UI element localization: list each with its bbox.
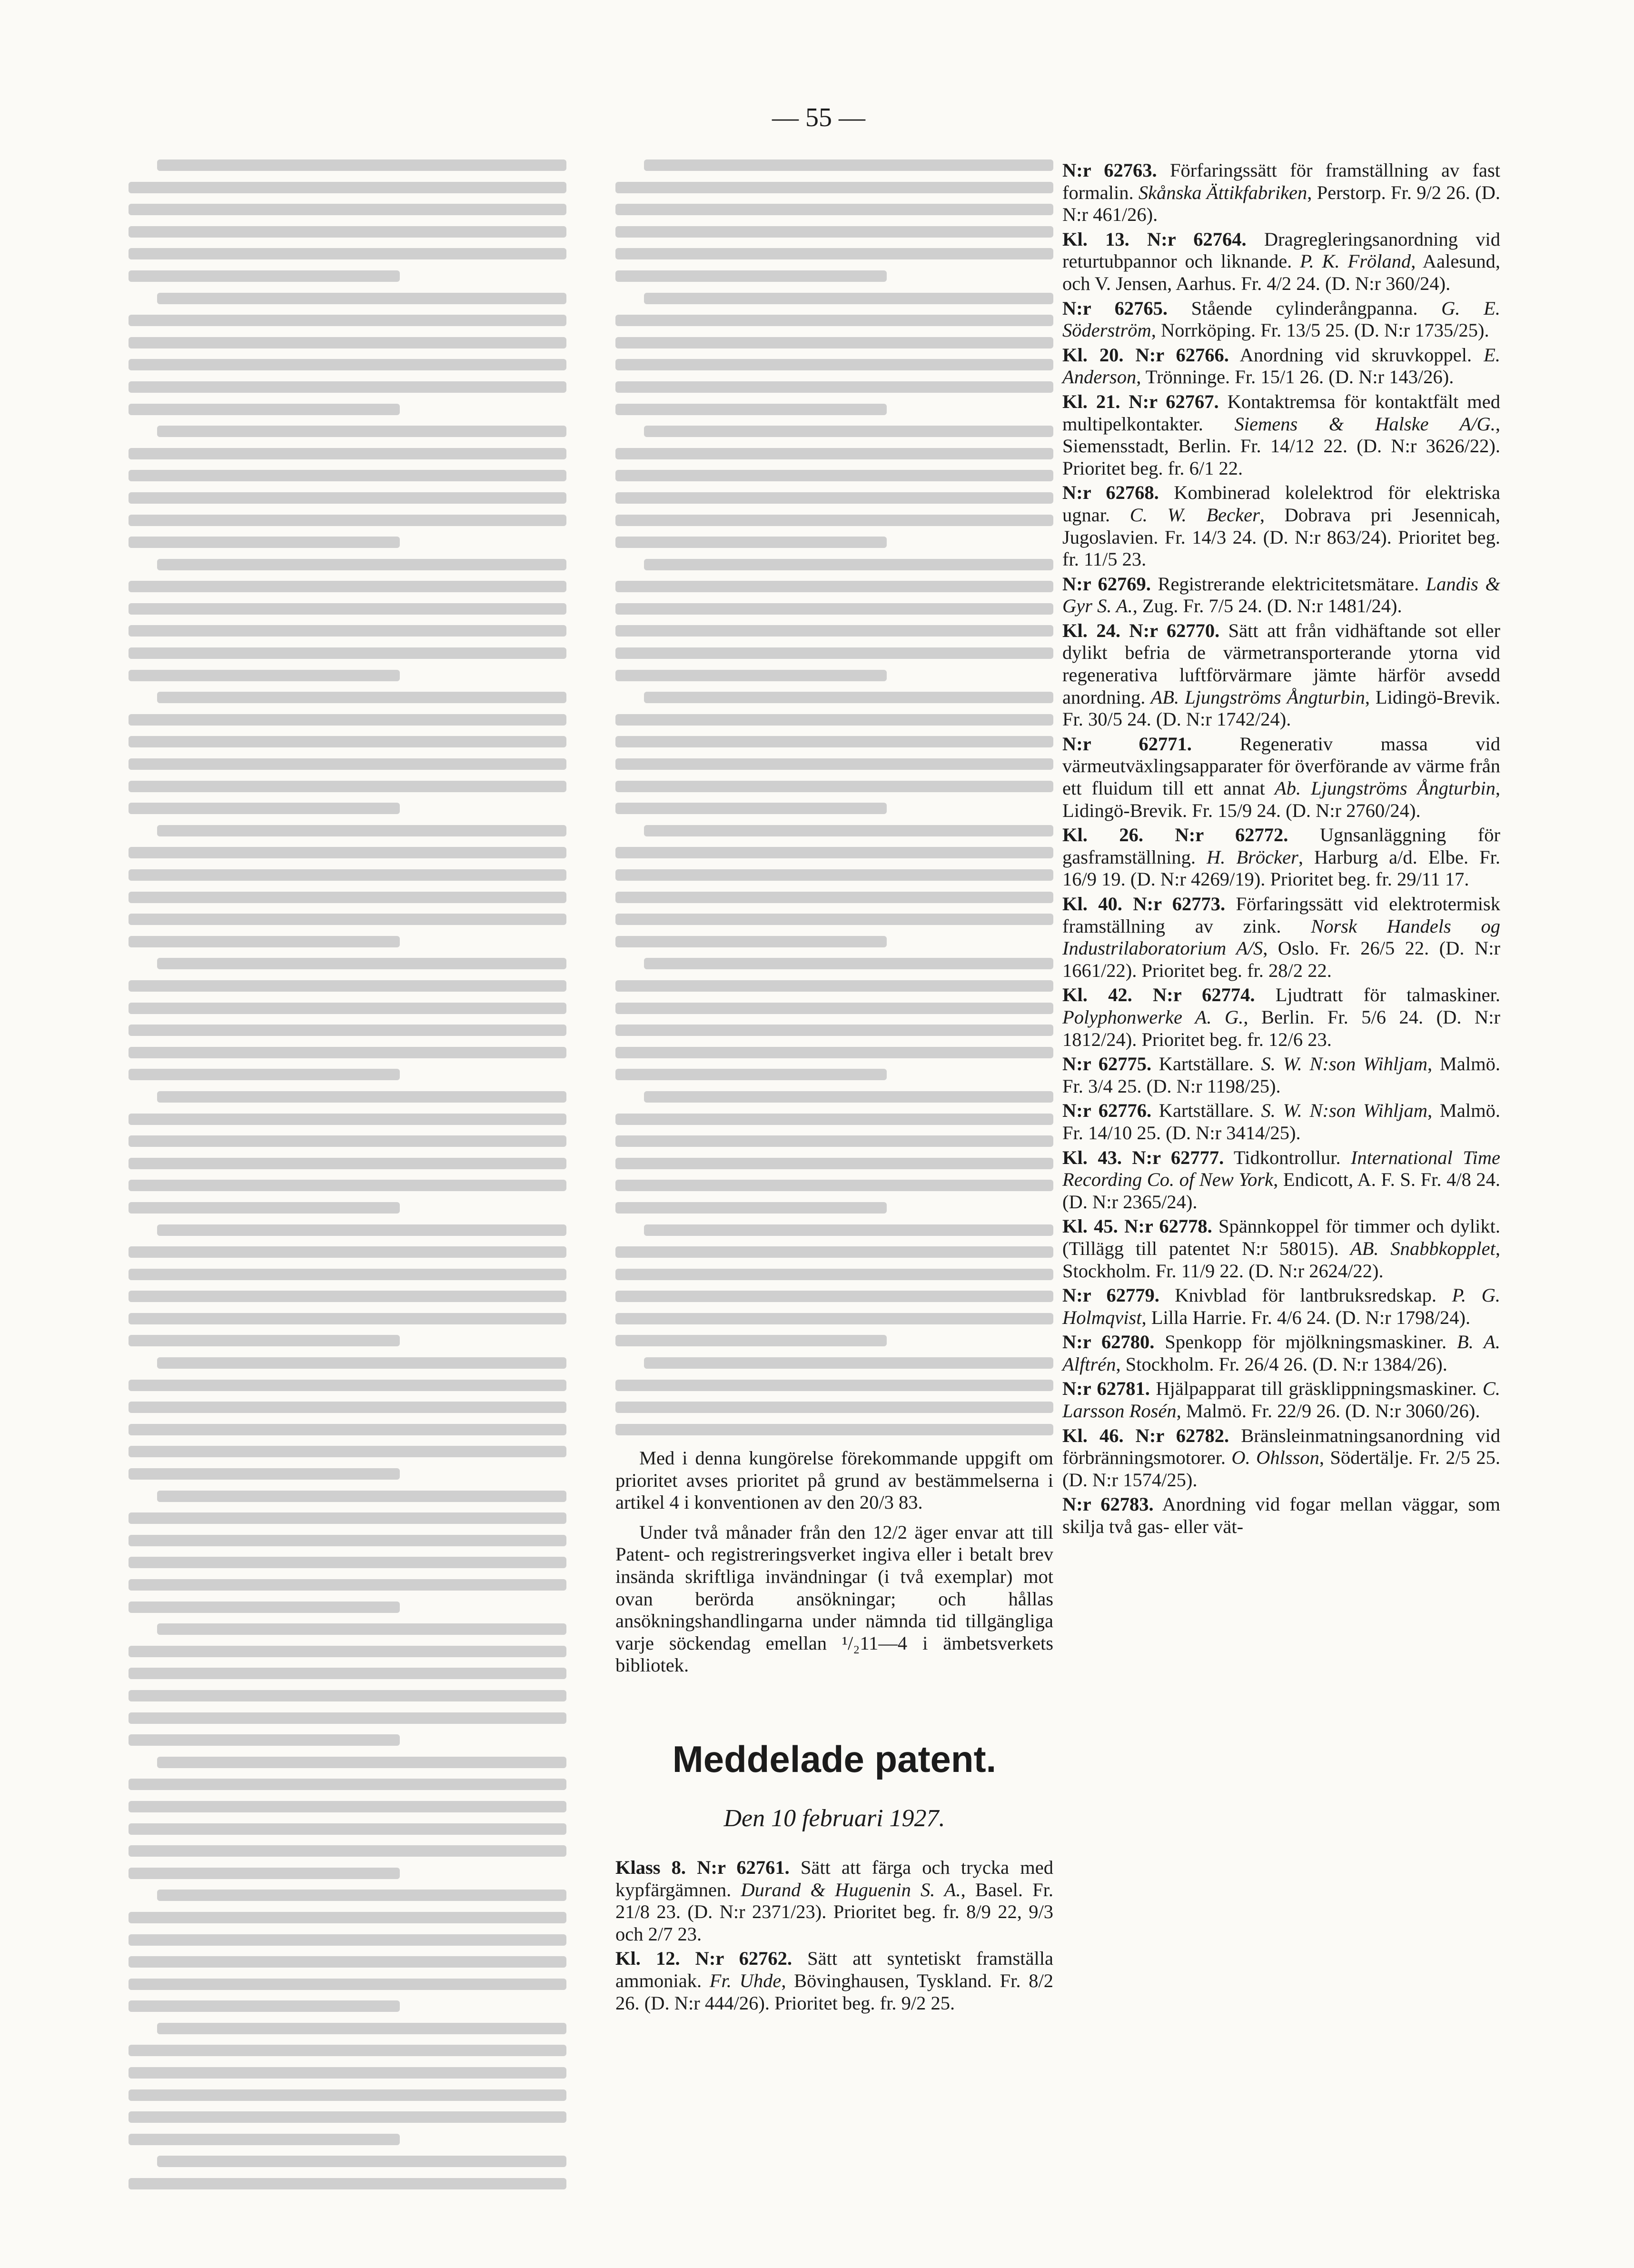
illegible-text-line bbox=[129, 1158, 566, 1169]
patent-head: Kl. 43. N:r 62777. bbox=[1062, 1146, 1224, 1168]
illegible-text-line bbox=[615, 1269, 1053, 1280]
patent-owner: Landis & Gyr S. A. bbox=[1062, 573, 1500, 617]
patent-text: Sätt att syntetiskt framställa ammoniak. bbox=[615, 1948, 1053, 1991]
illegible-text-line bbox=[129, 1202, 400, 1214]
illegible-text-line bbox=[157, 1757, 566, 1768]
patent-rest: , Perstorp. Fr. 9/2 26. (D. N:r 461/26). bbox=[1062, 181, 1500, 226]
illegible-text-line bbox=[129, 1646, 566, 1657]
illegible-text-line bbox=[129, 270, 400, 282]
illegible-text-line bbox=[129, 1380, 566, 1391]
illegible-text-line bbox=[129, 537, 400, 548]
illegible-text-line bbox=[129, 936, 400, 947]
patent-entry bbox=[1062, 229, 1500, 295]
patent-head: Kl. 21. N:r 62767. bbox=[1062, 390, 1219, 412]
patent-head: Kl. 42. N:r 62774. bbox=[1062, 984, 1255, 1006]
patent-text: Dragregleringsanordning vid returtubpannor och liknande. bbox=[1062, 228, 1500, 272]
patent-entry bbox=[1062, 482, 1500, 570]
patent-rest: , Södertälje. Fr. 2/5 25. (D. N:r 1574/25). bbox=[1062, 1447, 1500, 1491]
patent-entry bbox=[1062, 391, 1500, 479]
illegible-text-line bbox=[129, 1135, 566, 1147]
illegible-text-line bbox=[644, 692, 1053, 703]
patent-text: Regenerativ massa vid värmeutväxlingsapparater för överförande av värme från ett fluidum till ett annat bbox=[1062, 733, 1500, 799]
illegible-text-line bbox=[615, 1114, 1053, 1125]
illegible-text-line bbox=[157, 159, 566, 171]
illegible-text-line bbox=[615, 714, 1053, 726]
illegible-text-line bbox=[129, 1313, 566, 1324]
illegible-text-line bbox=[129, 204, 566, 215]
illegible-text-line bbox=[157, 692, 566, 703]
illegible-text-line bbox=[129, 2178, 566, 2189]
patent-rest: , Basel. Fr. 21/8 23. (D. N:r 2371/23). Prioritet beg. fr. 8/9 22, 9/3 och 2/7 23. bbox=[615, 1879, 1053, 1945]
illegible-text-line bbox=[129, 1246, 566, 1258]
patent-owner: Fr. Uhde bbox=[702, 1970, 782, 1991]
patent-owner: International Time Recording Co. of New York bbox=[1062, 1146, 1500, 1191]
patent-entry bbox=[1062, 159, 1500, 226]
illegible-text-line bbox=[615, 315, 1053, 326]
patent-text: Spenkopp för mjölkningsmaskiner. bbox=[1154, 1331, 1447, 1353]
illegible-text-line bbox=[129, 1979, 566, 1990]
column-3-patent-list bbox=[1062, 159, 1500, 1541]
patent-head: N:r 62771. bbox=[1062, 733, 1192, 755]
illegible-text-line bbox=[644, 159, 1053, 171]
illegible-text-line bbox=[615, 182, 1053, 193]
illegible-text-line bbox=[129, 1535, 566, 1546]
patent-text: Anordning vid skruvkoppel. bbox=[1228, 344, 1472, 366]
illegible-text-line bbox=[129, 1047, 566, 1058]
illegible-text-line bbox=[615, 1246, 1053, 1258]
illegible-text-line bbox=[129, 2134, 400, 2145]
illegible-text-line bbox=[129, 1069, 400, 1080]
patent-rest: , Aalesund, och V. Jensen, Aarhus. Fr. 4/2 24. (D. N:r 360/24). bbox=[1062, 250, 1500, 294]
illegible-text-line bbox=[615, 1069, 887, 1080]
patent-rest: , Endicott, A. F. S. Fr. 4/8 24. (D. N:r 2365/24). bbox=[1062, 1169, 1501, 1213]
patent-entry bbox=[1062, 824, 1500, 891]
illegible-text-line bbox=[129, 1512, 566, 1524]
patent-head: Kl. 40. N:r 62773. bbox=[1062, 893, 1226, 915]
patent-head: Kl. 24. N:r 62770. bbox=[1062, 619, 1220, 641]
patent-entry bbox=[1062, 1425, 1500, 1492]
patent-entry bbox=[1062, 1331, 1500, 1375]
illegible-text-line bbox=[615, 1291, 1053, 1302]
illegible-text-line bbox=[129, 1734, 400, 1746]
patent-entry bbox=[1062, 1215, 1500, 1282]
patent-head: N:r 62765. bbox=[1062, 297, 1168, 319]
column-1-fine-print bbox=[129, 159, 566, 2200]
illegible-text-line bbox=[129, 1114, 566, 1125]
illegible-text-line bbox=[129, 1424, 566, 1435]
illegible-text-line bbox=[615, 337, 1053, 348]
illegible-text-line bbox=[615, 204, 1053, 215]
illegible-text-line bbox=[644, 958, 1053, 969]
column-2-fine-print bbox=[615, 159, 1053, 1446]
illegible-text-line bbox=[129, 781, 566, 792]
illegible-text-line bbox=[129, 892, 566, 903]
section-heading: Meddelade patent. bbox=[672, 1738, 997, 1780]
patent-text: Hjälpapparat till gräsklippningsmaskiner. bbox=[1149, 1378, 1477, 1400]
illegible-text-line bbox=[615, 248, 1053, 259]
patent-head: N:r 62768. bbox=[1062, 482, 1159, 504]
illegible-text-line bbox=[615, 869, 1053, 881]
patent-rest: , Stockholm. Fr. 11/9 22. (D. N:r 2624/22). bbox=[1062, 1237, 1501, 1282]
illegible-text-line bbox=[157, 2023, 566, 2034]
patent-text: Förfaringssätt vid elektrotermisk framställning av zink. bbox=[1062, 893, 1500, 937]
patent-head: Klass 8. N:r 62761. bbox=[615, 1857, 790, 1878]
illegible-text-line bbox=[129, 226, 566, 238]
illegible-text-line bbox=[129, 1180, 566, 1191]
patent-head: Kl. 45. N:r 62778. bbox=[1062, 1215, 1212, 1237]
illegible-text-line bbox=[129, 2089, 566, 2101]
patent-head: N:r 62769. bbox=[1062, 573, 1151, 595]
illegible-text-line bbox=[615, 1003, 1053, 1014]
patent-rest: , Berlin. Fr. 5/6 24. (D. N:r 1812/24). Prioritet beg. fr. 12/6 23. bbox=[1062, 1006, 1500, 1050]
patent-owner: E. Anderson bbox=[1062, 344, 1501, 388]
illegible-text-line bbox=[129, 1668, 566, 1679]
illegible-text-line bbox=[129, 869, 566, 881]
page-number: — 55 — bbox=[772, 103, 865, 132]
patent-text: Kombinerad kolelektrod för elektriska ugnar. bbox=[1062, 482, 1500, 526]
patent-entry bbox=[1062, 298, 1500, 342]
illegible-text-line bbox=[129, 381, 566, 393]
patent-text: Stående cylinderångpanna. bbox=[1168, 297, 1418, 319]
illegible-text-line bbox=[615, 1335, 887, 1346]
illegible-text-line bbox=[129, 492, 566, 504]
patent-rest: , Siemensstadt, Berlin. Fr. 14/12 22. (D. N:r 3626/22). Prioritet beg. fr. 6/1 22. bbox=[1062, 413, 1500, 479]
patent-owner: P. K. Fröland bbox=[1292, 250, 1411, 272]
illegible-text-line bbox=[644, 1224, 1053, 1236]
illegible-text-line bbox=[129, 182, 566, 193]
patent-head: Kl. 46. N:r 62782. bbox=[1062, 1424, 1229, 1446]
illegible-text-line bbox=[129, 1269, 566, 1280]
patent-owner: S. W. N:son Wihljam bbox=[1253, 1053, 1428, 1075]
illegible-text-line bbox=[644, 293, 1053, 304]
illegible-text-line bbox=[129, 625, 566, 637]
patent-owner: S. W. N:son Wihljam bbox=[1253, 1100, 1428, 1122]
illegible-text-line bbox=[157, 1890, 566, 1901]
illegible-text-line bbox=[157, 1623, 566, 1635]
patent-head: N:r 62783. bbox=[1062, 1493, 1154, 1515]
illegible-text-line bbox=[129, 1291, 566, 1302]
illegible-text-line bbox=[129, 1335, 400, 1346]
patent-owner: AB. Ljungströms Ångturbin bbox=[1145, 686, 1365, 708]
patent-rest: , Malmö. Fr. 14/10 25. (D. N:r 3414/25). bbox=[1062, 1100, 1500, 1144]
illegible-text-line bbox=[129, 1712, 566, 1724]
patent-owner: Siemens & Halske A/G. bbox=[1203, 413, 1495, 435]
notice-paragraph-2: Under två månader från den 12/2 äger envar att till Patent- och registreringsverket ingiva eller i betalt brev insända skriftliga invändningar (i två exemplar) mot ovan berörda ansökningar; och hållas ansökningshandlingarna under nämnda tid tillgängliga varje söckendag emellan ¹/₂11—4 i ämbetsverkets bibliotek. bbox=[615, 1521, 1053, 1676]
illegible-text-line bbox=[129, 1779, 566, 1790]
illegible-text-line bbox=[615, 448, 1053, 459]
patent-owner: O. Ohlsson bbox=[1226, 1447, 1319, 1469]
patent-owner: Norsk Handels og Industrilaboratorium A/S bbox=[1062, 915, 1500, 959]
illegible-text-line bbox=[644, 1357, 1053, 1369]
illegible-text-line bbox=[129, 1956, 566, 1968]
patent-entry bbox=[615, 1948, 1053, 2014]
illegible-text-line bbox=[615, 603, 1053, 615]
patent-owner: H. Bröcker bbox=[1196, 846, 1298, 868]
patent-rest: , Malmö. Fr. 3/4 25. (D. N:r 1198/25). bbox=[1062, 1053, 1500, 1097]
patent-entry bbox=[1062, 1378, 1500, 1422]
illegible-text-line bbox=[129, 670, 400, 681]
patent-head: N:r 62763. bbox=[1062, 159, 1157, 181]
patent-text: Ljudtratt för talmaskiner. bbox=[1255, 984, 1500, 1006]
illegible-text-line bbox=[157, 2156, 566, 2167]
illegible-text-line bbox=[644, 825, 1053, 836]
patent-entry bbox=[615, 1857, 1053, 1945]
illegible-text-line bbox=[615, 470, 1053, 481]
illegible-text-line bbox=[157, 426, 566, 437]
patent-entry bbox=[1062, 1053, 1500, 1097]
illegible-text-line bbox=[615, 581, 1053, 592]
illegible-text-line bbox=[129, 515, 566, 526]
illegible-text-line bbox=[615, 515, 1053, 526]
illegible-text-line bbox=[129, 581, 566, 592]
illegible-text-line bbox=[129, 914, 566, 925]
patent-text: Förfaringssätt för framställning av fast formalin. bbox=[1062, 159, 1500, 203]
illegible-text-line bbox=[129, 2067, 566, 2079]
patent-entry bbox=[1062, 620, 1500, 731]
illegible-text-line bbox=[129, 1402, 566, 1413]
illegible-text-line bbox=[129, 714, 566, 726]
illegible-text-line bbox=[615, 980, 1053, 992]
patent-rest: , Lidingö-Brevik. Fr. 30/5 24. (D. N:r 1742/24). bbox=[1062, 686, 1500, 730]
illegible-text-line bbox=[129, 315, 566, 326]
patent-text: Spännkoppel för timmer och dylikt. (Tillägg till patentet N:r 58015). bbox=[1062, 1215, 1501, 1259]
illegible-text-line bbox=[615, 1047, 1053, 1058]
illegible-text-line bbox=[129, 803, 400, 814]
illegible-text-line bbox=[129, 1912, 566, 1923]
illegible-text-line bbox=[615, 647, 1053, 659]
patent-text: Bränsleinmatningsanordning vid förbränningsmotorer. bbox=[1062, 1424, 1500, 1469]
patent-entry bbox=[1062, 1493, 1500, 1538]
illegible-text-line bbox=[129, 337, 566, 348]
patent-entry bbox=[1062, 1284, 1500, 1329]
illegible-text-line bbox=[129, 1934, 566, 1946]
illegible-text-line bbox=[129, 1845, 566, 1857]
patent-owner: G. E. Söderström bbox=[1062, 297, 1500, 341]
patent-text: Knivblad för lantbruksredskap. bbox=[1159, 1284, 1437, 1306]
illegible-text-line bbox=[157, 1224, 566, 1236]
patent-head: N:r 62779. bbox=[1062, 1284, 1159, 1306]
illegible-text-line bbox=[157, 958, 566, 969]
illegible-text-line bbox=[129, 470, 566, 481]
illegible-text-line bbox=[615, 381, 1053, 393]
patent-entry bbox=[1062, 1100, 1500, 1144]
illegible-text-line bbox=[615, 936, 887, 947]
patent-rest: , Lidingö-Brevik. Fr. 15/9 24. (D. N:r 2760/24). bbox=[1062, 777, 1500, 821]
illegible-text-line bbox=[129, 248, 566, 259]
patent-rest: , Malmö. Fr. 22/9 26. (D. N:r 3060/26). bbox=[1176, 1400, 1480, 1422]
illegible-text-line bbox=[615, 781, 1053, 792]
patent-entry bbox=[1062, 984, 1500, 1051]
illegible-text-line bbox=[615, 1158, 1053, 1169]
illegible-text-line bbox=[129, 2045, 566, 2056]
illegible-text-line bbox=[129, 1801, 566, 1812]
patent-head: Kl. 26. N:r 62772. bbox=[1062, 824, 1288, 846]
illegible-text-line bbox=[129, 1003, 566, 1014]
patent-entry bbox=[1062, 893, 1500, 982]
patent-text: Registrerande elektricitetsmätare. bbox=[1150, 573, 1419, 595]
illegible-text-line bbox=[157, 1357, 566, 1369]
patent-rest: , Harburg a/d. Elbe. Fr. 16/9 19. (D. N:r 4269/19). Prioritet beg. fr. 29/11 17. bbox=[1062, 846, 1501, 890]
illegible-text-line bbox=[615, 537, 887, 548]
notice-paragraph-1: Med i denna kungörelse förekommande uppgift om prioritet avses prioritet på grund av bestämmelserna i artikel 4 i konventionen av den 20/3 83. bbox=[615, 1447, 1053, 1513]
illegible-text-line bbox=[615, 270, 887, 282]
illegible-text-line bbox=[615, 1202, 887, 1214]
patent-owner: B. A. Alftrén bbox=[1062, 1331, 1501, 1375]
illegible-text-line bbox=[129, 736, 566, 747]
patent-rest: , Trönninge. Fr. 15/1 26. (D. N:r 143/26). bbox=[1136, 366, 1454, 388]
patent-text: Sätt att färga och trycka med kypfärgämnen. bbox=[615, 1857, 1053, 1900]
illegible-text-line bbox=[157, 1091, 566, 1103]
illegible-text-line bbox=[129, 2111, 566, 2123]
patent-owner: AB. Snabbkopplet bbox=[1338, 1237, 1495, 1259]
patent-head: Kl. 12. N:r 62762. bbox=[615, 1948, 792, 1970]
illegible-text-line bbox=[129, 2000, 400, 2012]
illegible-text-line bbox=[615, 226, 1053, 238]
patent-rest: , Bövinghausen, Tyskland. Fr. 8/2 26. (D. N:r 444/26). Prioritet beg. fr. 9/2 25. bbox=[615, 1970, 1053, 2014]
patent-head: N:r 62776. bbox=[1062, 1100, 1152, 1122]
patent-rest: , Oslo. Fr. 26/5 22. (D. N:r 1661/22). Prioritet beg. fr. 28/2 22. bbox=[1062, 937, 1500, 981]
illegible-text-line bbox=[129, 448, 566, 459]
patent-text: Kontaktremsa för kontaktfält med multipelkontakter. bbox=[1062, 390, 1500, 435]
opposition-notice bbox=[615, 1447, 1053, 1684]
patent-owner: C. W. Becker bbox=[1110, 504, 1260, 526]
illegible-text-line bbox=[615, 1424, 1053, 1435]
illegible-text-line bbox=[129, 1025, 566, 1036]
patent-owner: Polyphonwerke A. G. bbox=[1062, 1006, 1244, 1028]
patent-head: Kl. 20. N:r 62766. bbox=[1062, 344, 1229, 366]
illegible-text-line bbox=[157, 293, 566, 304]
patent-text: Anordning vid fogar mellan väggar, som skilja två gas- eller vät- bbox=[1062, 1493, 1500, 1538]
patent-head: Kl. 13. N:r 62764. bbox=[1062, 228, 1247, 250]
illegible-text-line bbox=[129, 1579, 566, 1591]
patent-rest: , Lilla Harrie. Fr. 4/6 24. (D. N:r 1798/24). bbox=[1141, 1306, 1471, 1328]
patent-rest: , Dobrava pri Jesennicah, Jugoslavien. Fr. 14/3 24. (D. N:r 863/24). Prioritet beg. fr. 11/5 23. bbox=[1062, 504, 1500, 570]
illegible-text-line bbox=[644, 559, 1053, 570]
illegible-text-line bbox=[615, 625, 1053, 637]
patent-rest: , Zug. Fr. 7/5 24. (D. N:r 1481/24). bbox=[1132, 595, 1402, 617]
illegible-text-line bbox=[129, 603, 566, 615]
illegible-text-line bbox=[129, 847, 566, 858]
illegible-text-line bbox=[129, 1690, 566, 1701]
column-2-patent-list bbox=[615, 1857, 1053, 2017]
illegible-text-line bbox=[644, 1091, 1053, 1103]
illegible-text-line bbox=[615, 492, 1053, 504]
patent-owner: Skånska Ättikfabriken bbox=[1133, 181, 1307, 203]
patent-owner: Ab. Ljungströms Ångturbin bbox=[1265, 777, 1495, 799]
illegible-text-line bbox=[615, 359, 1053, 370]
patent-rest: , Norrköping. Fr. 13/5 25. (D. N:r 1735/25). bbox=[1151, 319, 1489, 341]
patent-entry bbox=[1062, 344, 1500, 388]
patent-entry bbox=[1062, 1147, 1500, 1214]
illegible-text-line bbox=[129, 1468, 400, 1480]
patent-text: Kartställare. bbox=[1151, 1100, 1254, 1122]
patent-head: N:r 62780. bbox=[1062, 1331, 1155, 1353]
patent-text: Ugnsanläggning för gasframställning. bbox=[1062, 824, 1500, 868]
illegible-text-line bbox=[615, 404, 887, 415]
patent-text: Tidkontrollur. bbox=[1224, 1146, 1341, 1168]
illegible-text-line bbox=[615, 847, 1053, 858]
illegible-text-line bbox=[129, 1446, 566, 1457]
illegible-text-line bbox=[615, 758, 1053, 770]
illegible-text-line bbox=[157, 559, 566, 570]
patent-owner: C. Larsson Rosén bbox=[1062, 1378, 1500, 1422]
illegible-text-line bbox=[129, 1823, 566, 1835]
illegible-text-line bbox=[129, 1868, 400, 1879]
patent-rest: , Stockholm. Fr. 26/4 26. (D. N:r 1384/26). bbox=[1116, 1353, 1447, 1375]
patent-text: Sätt att från vidhäftande sot eller dylikt befria de värmetransporterande ytorna vid regenerativa luftförvärmare jämte härför avsedd anordning. bbox=[1062, 619, 1500, 708]
patent-head: N:r 62781. bbox=[1062, 1378, 1150, 1400]
illegible-text-line bbox=[129, 647, 566, 659]
illegible-text-line bbox=[129, 1602, 400, 1613]
illegible-text-line bbox=[615, 892, 1053, 903]
illegible-text-line bbox=[129, 359, 566, 370]
illegible-text-line bbox=[157, 1491, 566, 1502]
patent-owner: Durand & Huguenin S. A. bbox=[731, 1879, 961, 1900]
illegible-text-line bbox=[615, 1313, 1053, 1324]
illegible-text-line bbox=[615, 736, 1053, 747]
illegible-text-line bbox=[129, 1557, 566, 1568]
patent-text: Kartställare. bbox=[1151, 1053, 1254, 1075]
illegible-text-line bbox=[615, 914, 1053, 925]
illegible-text-line bbox=[615, 803, 887, 814]
illegible-text-line bbox=[644, 426, 1053, 437]
illegible-text-line bbox=[129, 980, 566, 992]
illegible-text-line bbox=[129, 758, 566, 770]
patent-owner: P. G. Holmqvist bbox=[1062, 1284, 1500, 1328]
section-date: Den 10 februari 1927. bbox=[723, 1805, 945, 1832]
illegible-text-line bbox=[615, 670, 887, 681]
illegible-text-line bbox=[615, 1180, 1053, 1191]
illegible-text-line bbox=[129, 404, 400, 415]
patent-head: N:r 62775. bbox=[1062, 1053, 1152, 1075]
illegible-text-line bbox=[615, 1402, 1053, 1413]
illegible-text-line bbox=[615, 1380, 1053, 1391]
illegible-text-line bbox=[157, 825, 566, 836]
illegible-text-line bbox=[615, 1025, 1053, 1036]
patent-entry bbox=[1062, 733, 1500, 822]
illegible-text-line bbox=[615, 1135, 1053, 1147]
patent-entry bbox=[1062, 573, 1500, 617]
